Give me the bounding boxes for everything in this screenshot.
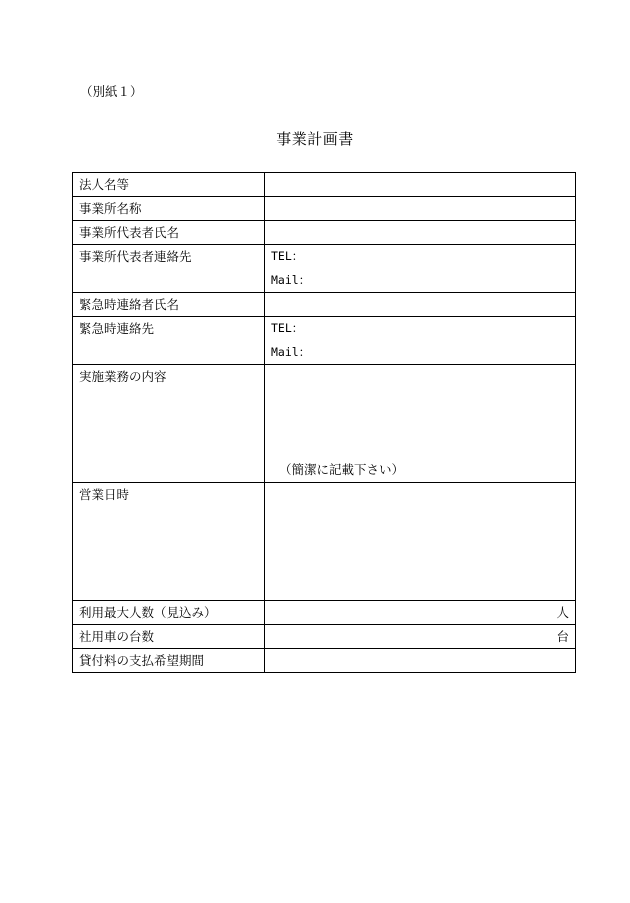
row-company-cars xyxy=(73,625,576,649)
field-office-name[interactable] xyxy=(265,197,576,221)
emergency-mail: Mail： xyxy=(271,344,311,359)
field-company-cars[interactable] xyxy=(265,625,576,649)
label-rental-period: 貸付料の支払希望期間 xyxy=(73,649,265,673)
business-content-note: （簡潔に記載下さい） xyxy=(279,462,405,477)
label-corporation-name: 法人名等 xyxy=(73,173,265,197)
field-representative-contact[interactable] xyxy=(265,245,576,293)
field-business-hours[interactable] xyxy=(265,483,576,601)
field-max-users[interactable] xyxy=(265,601,576,625)
label-business-content: 実施業務の内容 xyxy=(73,365,265,483)
row-corporation-name xyxy=(73,173,576,197)
row-office-name xyxy=(73,197,576,221)
label-emergency-contact: 緊急時連絡先 xyxy=(73,317,265,365)
row-emergency-contact-name xyxy=(73,293,576,317)
field-business-content[interactable] xyxy=(265,365,576,483)
max-users-unit: 人 xyxy=(556,605,569,620)
row-representative-name xyxy=(73,221,576,245)
field-emergency-contact-name[interactable] xyxy=(265,293,576,317)
business-plan-form xyxy=(72,172,576,673)
representative-tel: TEL： xyxy=(271,249,304,263)
row-representative-contact xyxy=(73,245,576,293)
annex-label: （別紙１） xyxy=(80,84,143,99)
representative-mail: Mail： xyxy=(271,272,311,287)
company-cars-unit: 台 xyxy=(556,629,569,644)
field-rental-period[interactable] xyxy=(265,649,576,673)
label-representative-name: 事業所代表者氏名 xyxy=(73,221,265,245)
label-max-users: 利用最大人数（見込み） xyxy=(73,601,265,625)
row-business-hours xyxy=(73,483,576,601)
row-max-users xyxy=(73,601,576,625)
label-business-hours: 営業日時 xyxy=(73,483,265,601)
label-company-cars: 社用車の台数 xyxy=(73,625,265,649)
field-corporation-name[interactable] xyxy=(265,173,576,197)
label-emergency-contact-name: 緊急時連絡者氏名 xyxy=(73,293,265,317)
field-emergency-contact[interactable] xyxy=(265,317,576,365)
row-rental-period xyxy=(73,649,576,673)
field-representative-name[interactable] xyxy=(265,221,576,245)
label-representative-contact: 事業所代表者連絡先 xyxy=(73,245,265,293)
label-office-name: 事業所名称 xyxy=(73,197,265,221)
row-business-content xyxy=(73,365,576,483)
row-emergency-contact xyxy=(73,317,576,365)
document-title: 事業計画書 xyxy=(276,130,354,148)
emergency-tel: TEL： xyxy=(271,321,304,335)
